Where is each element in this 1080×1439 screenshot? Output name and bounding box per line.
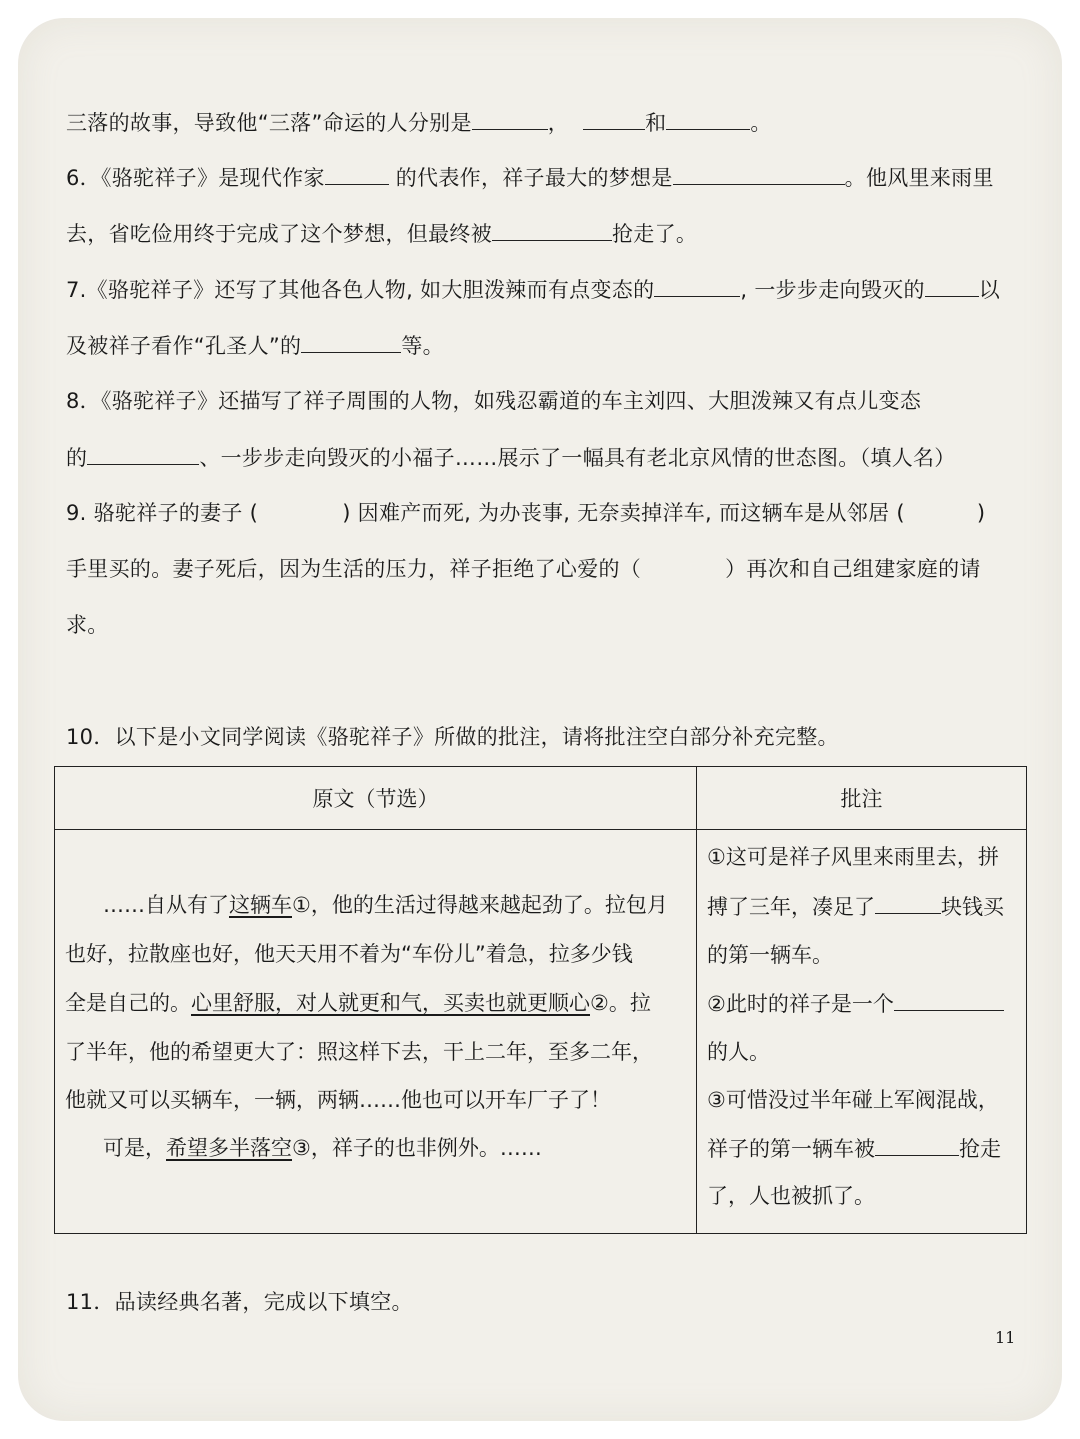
note-blank-money[interactable] <box>875 891 941 914</box>
page-number: 11 <box>995 1328 1016 1347</box>
orig-l3-a: 全是自己的。 <box>65 991 191 1015</box>
q6-line1 <box>66 162 994 193</box>
q7-blank-1[interactable] <box>654 274 740 297</box>
q8-blank[interactable] <box>87 442 199 465</box>
q9-text-b: ) 因难产而死, 为办丧事, 无奈卖掉洋车, 而这辆车是从邻居 ( <box>342 501 905 525</box>
q5-blank-3[interactable] <box>666 107 750 130</box>
note-line-2 <box>707 891 1004 922</box>
note-line-3 <box>707 940 833 970</box>
header-original-text: 原文（节选） <box>55 767 697 830</box>
orig-line-6 <box>103 1133 542 1163</box>
q11-line <box>66 1287 413 1317</box>
note-blank-robber[interactable] <box>875 1133 959 1156</box>
note-r5: 的人。 <box>707 1040 770 1064</box>
note-line-4 <box>707 988 1004 1019</box>
q8-line1 <box>66 386 921 416</box>
note-line-8 <box>707 1181 875 1211</box>
q9-line3 <box>66 610 109 640</box>
orig-l2: 也好，拉散座也好，他天天用不着为“车份儿”着急，拉多少钱 <box>65 942 633 966</box>
orig-line-2 <box>65 939 633 969</box>
orig-l1-b: ①，他的生活过得越来越起劲了。拉包月 <box>292 893 668 917</box>
q7-blank-3[interactable] <box>301 330 401 353</box>
q9-line2 <box>66 554 981 584</box>
annotation-cell <box>697 830 1027 1234</box>
q6-line2 <box>66 218 697 249</box>
note-r2-a: 搏了三年，凑足了 <box>707 895 875 919</box>
q7-text-b: , 一步步走向毁灭的 <box>740 278 925 302</box>
orig-l3-b: ②。拉 <box>590 991 651 1015</box>
orig-line-1 <box>103 890 668 920</box>
q7-line1 <box>66 274 1000 305</box>
q8-line2 <box>66 442 956 473</box>
note-r8: 了，人也被抓了。 <box>707 1184 875 1208</box>
q9-text-d: 手里买的。妻子死后，因为生活的压力，祥子拒绝了心爱的（ <box>66 557 642 581</box>
q9-text-a: 9. 骆驼祥子的妻子 ( <box>66 501 259 525</box>
orig-l1-a: ……自从有了 <box>103 893 229 917</box>
q6-text-c: 。他风里来雨里 <box>844 166 994 190</box>
q7-line2 <box>66 330 444 361</box>
q11-text: 11．品读经典名著，完成以下填空。 <box>66 1290 413 1314</box>
orig-l5: 他就又可以买辆车，一辆，两辆……他也可以开车厂子了！ <box>65 1088 611 1112</box>
orig-l4: 了半年，他的希望更大了：照这样下去，干上二年，至多二年， <box>65 1040 653 1064</box>
q10-title-text: 10．以下是小文同学阅读《骆驼祥子》所做的批注，请将批注空白部分补充完整。 <box>66 725 839 749</box>
q9-text-c: ) <box>976 501 986 525</box>
q10-title <box>66 722 839 752</box>
note-r2-b: 块钱买 <box>941 895 1004 919</box>
note-r3: 的第一辆车。 <box>707 943 833 967</box>
header-annotation: 批注 <box>697 767 1027 830</box>
note-r1: ①这可是祥子风里来雨里去，拼 <box>707 845 999 869</box>
q5-text: 三落的故事，导致他“三落”命运的人分别是 <box>66 111 472 135</box>
q7-blank-2[interactable] <box>925 274 979 297</box>
orig-l6-underline: 希望多半落空 <box>166 1136 292 1160</box>
annotation-table-body <box>55 830 1027 1234</box>
note-line-7 <box>707 1133 1001 1164</box>
note-r7-a: 祥子的第一辆车被 <box>707 1137 875 1161</box>
q6-text-b: 的代表作，祥子最大的梦想是 <box>388 166 673 190</box>
q5-sep2: 和 <box>645 111 667 135</box>
note-line-6 <box>707 1085 999 1115</box>
q5-blank-1[interactable] <box>472 107 548 130</box>
orig-line-3 <box>65 988 651 1018</box>
q6-text-e: 抢走了。 <box>612 222 698 246</box>
q7-text-a: 7.《骆驼祥子》还写了其他各色人物, 如大胆泼辣而有点变态的 <box>66 278 655 302</box>
original-text-cell <box>55 830 697 1234</box>
note-blank-person[interactable] <box>894 988 1004 1011</box>
orig-line-4 <box>65 1037 653 1067</box>
q5-blank-2[interactable] <box>583 107 645 130</box>
q7-text-d: 及被祥子看作“孔圣人”的 <box>66 334 302 358</box>
note-r4: ②此时的祥子是一个 <box>707 992 894 1016</box>
q8-text-c: 、一步步走向毁灭的小福子……展示了一幅具有老北京风情的世态图。（填人名） <box>199 446 956 470</box>
q8-text-a: 8．《骆驼祥子》还描写了祥子周围的人物，如残忍霸道的车主刘四、大胆泼辣又有点儿变态 <box>66 389 922 413</box>
q6-blank-dream[interactable] <box>673 162 845 185</box>
note-r6: ③可惜没过半年碰上军阀混战， <box>707 1088 999 1112</box>
note-line-1 <box>707 842 999 872</box>
q5-sep1: ， <box>547 111 570 135</box>
note-r7-b: 抢走 <box>959 1137 1001 1161</box>
orig-l1-underline: 这辆车 <box>229 893 292 917</box>
q9-text-e: ）再次和自己组建家庭的请 <box>725 557 981 581</box>
orig-line-5 <box>65 1085 611 1115</box>
q5-end: 。 <box>750 111 772 135</box>
annotation-table-header <box>55 767 1027 830</box>
q8-text-b: 的 <box>66 446 88 470</box>
q5-line1 <box>66 107 772 138</box>
q9-line1 <box>66 498 985 528</box>
q6-text-d: 去，省吃俭用终于完成了这个梦想，但最终被 <box>66 222 492 246</box>
orig-l6-b: ③，祥子的也非例外。…… <box>292 1136 542 1160</box>
note-line-5 <box>707 1037 770 1067</box>
q9-text-f: 求。 <box>66 613 109 637</box>
q7-text-c: 以 <box>978 278 1001 302</box>
annotation-table <box>54 766 1027 1234</box>
q6-text-a: 6．《骆驼祥子》是现代作家 <box>66 166 325 190</box>
orig-l6-a: 可是， <box>103 1136 166 1160</box>
orig-l3-underline: 心里舒服，对人就更和气，买卖也就更顺心 <box>191 991 590 1015</box>
q6-blank-author[interactable] <box>325 162 389 185</box>
q7-text-e: 等。 <box>401 334 444 358</box>
q6-blank-robber[interactable] <box>492 218 612 241</box>
